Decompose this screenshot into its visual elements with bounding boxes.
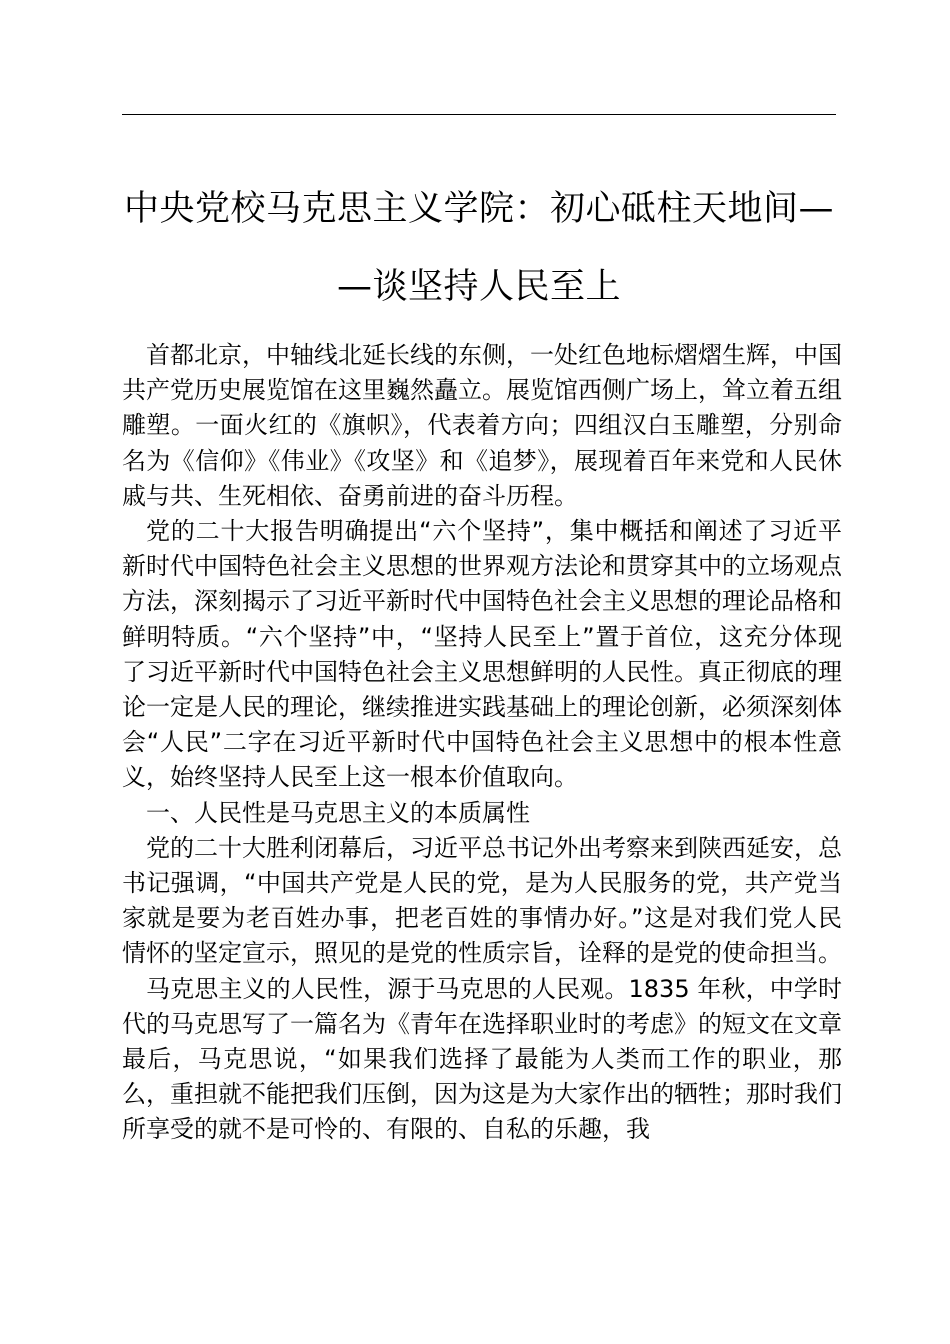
document-body xyxy=(122,338,842,1148)
title-line-1: 中央党校马克思主义学院：初心砥柱天地间— xyxy=(123,189,834,229)
paragraph-yanan: 党的二十大胜利闭幕后，习近平总书记外出考察来到陕西延安，总书记强调，“中国共产党是人民的党，是为人民服务的党，共产党当家就是要为老百姓办事，把老百姓的事情办好。”这是对我们党人民情怀的坚定宣示，照见的是党的性质宗旨，诠释的是党的使命担当。 xyxy=(122,833,842,968)
header-rule xyxy=(122,114,836,115)
document-title xyxy=(122,170,836,326)
paragraph-intro: 首都北京，中轴线北延长线的东侧，一处红色地标熠熠生辉，中国共产党历史展览馆在这里巍然矗立。展览馆西侧广场上，耸立着五组雕塑。一面火红的《旗帜》，代表着方向；四组汉白玉雕塑，分别命名为《信仰》《伟业》《攻坚》和《追梦》，展现着百年来党和人民休戚与共、生死相依、奋勇前进的奋斗历程。 xyxy=(122,341,842,510)
paragraph-marx: 马克思主义的人民性，源于马克思的人民观。1835 年秋，中学时代的马克思写了一篇名为《青年在选择职业时的考虑》的短文在文章最后，马克思说，“如果我们选择了最能为人类而工作的职业，那么，重担就不能把我们压倒，因为这是为大家作出的牺牲；那时我们所享受的就不是可怜的、有限的、自私的乐趣，我 xyxy=(122,974,842,1144)
title-line-2: —谈坚持人民至上 xyxy=(336,267,621,307)
paragraph-six-adherences: 党的二十大报告明确提出“六个坚持”，集中概括和阐述了习近平新时代中国特色社会主义思想的世界观方法论和贯穿其中的立场观点方法，深刻揭示了习近平新时代中国特色社会主义思想的理论品格和鲜明特质。“六个坚持”中，“坚持人民至上”置于首位，这充分体现了习近平新时代中国特色社会主义思想鲜明的人民性。真正彻底的理论一定是人民的理论，继续推进实践基础上的理论创新，必须深刻体会“人民”二字在习近平新时代中国特色社会主义思想中的根本性意义，始终坚持人民至上这一根本价值取向。 xyxy=(122,517,842,792)
section-heading-1: 一、人民性是马克思主义的本质属性 xyxy=(146,798,530,827)
